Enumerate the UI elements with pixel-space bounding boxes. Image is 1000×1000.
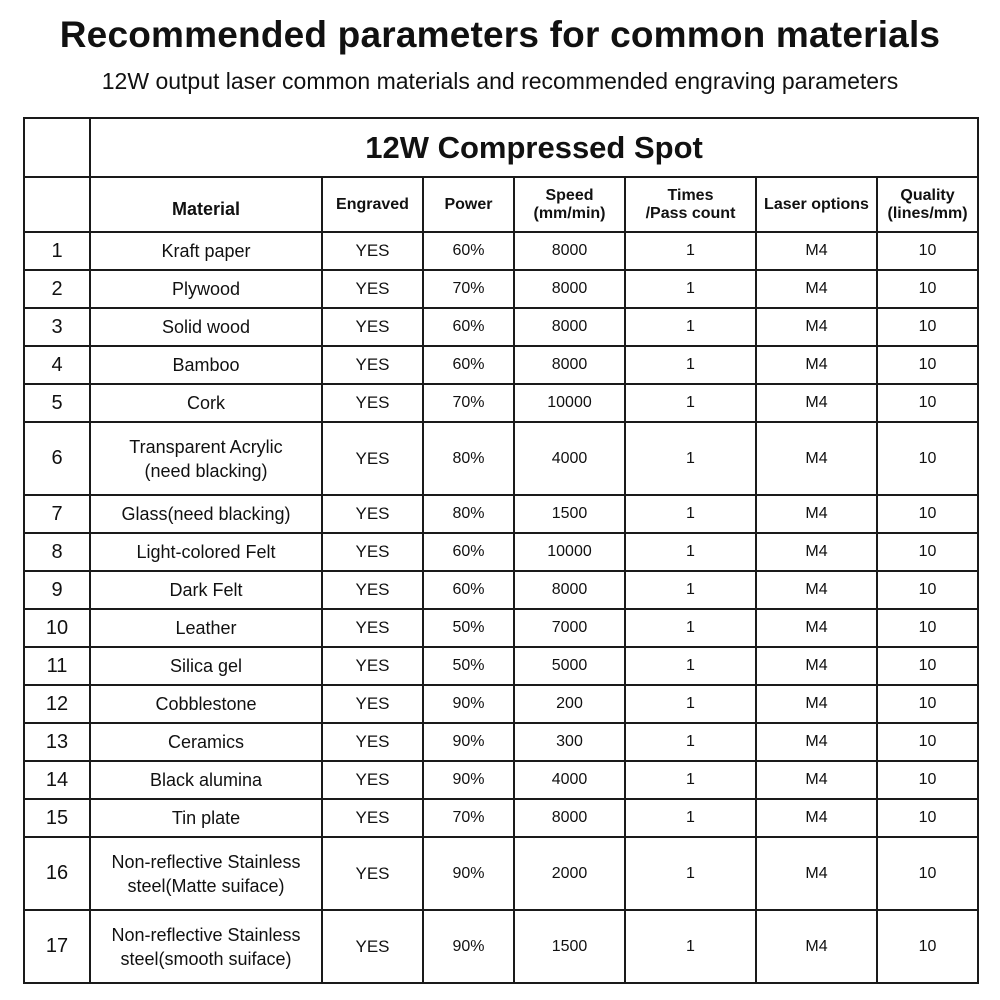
laser-option-cell: M4 xyxy=(756,232,877,270)
engraved-cell: YES xyxy=(322,837,423,910)
material-line2: (need blacking) xyxy=(144,460,268,481)
table-row xyxy=(24,910,978,983)
engraved-cell: YES xyxy=(322,647,423,685)
column-header-row xyxy=(24,177,978,232)
laser-header: Laser options xyxy=(756,177,877,232)
times-cell: 1 xyxy=(625,761,756,799)
material-line1: Non-reflective Stainless xyxy=(111,851,301,872)
quality-cell: 10 xyxy=(877,384,978,422)
power-cell: 60% xyxy=(423,346,514,384)
engraved-cell: YES xyxy=(322,799,423,837)
material-cell: Silica gel xyxy=(90,647,322,685)
material-cell: Cork xyxy=(90,384,322,422)
power-cell: 80% xyxy=(423,495,514,533)
material-cell: Kraft paper xyxy=(90,232,322,270)
times-cell: 1 xyxy=(625,270,756,308)
material-line2: steel(smooth suiface) xyxy=(120,948,292,969)
times-cell: 1 xyxy=(625,837,756,910)
times-header-line1: Times xyxy=(667,186,714,204)
laser-option-cell: M4 xyxy=(756,422,877,495)
table-title-row xyxy=(24,118,978,177)
row-index: 16 xyxy=(24,837,90,910)
power-cell: 90% xyxy=(423,910,514,983)
power-cell: 60% xyxy=(423,533,514,571)
table-row xyxy=(24,308,978,346)
laser-option-cell: M4 xyxy=(756,495,877,533)
corner-cell xyxy=(24,118,90,177)
quality-cell: 10 xyxy=(877,799,978,837)
quality-cell: 10 xyxy=(877,761,978,799)
speed-cell: 8000 xyxy=(514,308,625,346)
laser-option-cell: M4 xyxy=(756,799,877,837)
speed-cell: 300 xyxy=(514,723,625,761)
times-cell: 1 xyxy=(625,609,756,647)
quality-header-line1: Quality xyxy=(900,186,955,204)
laser-option-cell: M4 xyxy=(756,837,877,910)
material-cell: Black alumina xyxy=(90,761,322,799)
times-cell: 1 xyxy=(625,533,756,571)
speed-header-line2: (mm/min) xyxy=(533,204,606,222)
speed-cell: 8000 xyxy=(514,571,625,609)
table-row xyxy=(24,685,978,723)
engraved-cell: YES xyxy=(322,723,423,761)
speed-cell: 1500 xyxy=(514,495,625,533)
table-row xyxy=(24,647,978,685)
speed-cell: 10000 xyxy=(514,384,625,422)
engraved-cell: YES xyxy=(322,308,423,346)
laser-option-cell: M4 xyxy=(756,308,877,346)
table-heading: 12W Compressed Spot xyxy=(90,118,978,177)
quality-cell: 10 xyxy=(877,837,978,910)
engraved-cell: YES xyxy=(322,571,423,609)
quality-cell: 10 xyxy=(877,533,978,571)
laser-option-cell: M4 xyxy=(756,533,877,571)
row-index: 7 xyxy=(24,495,90,533)
speed-cell: 7000 xyxy=(514,609,625,647)
quality-cell: 10 xyxy=(877,270,978,308)
speed-cell: 8000 xyxy=(514,270,625,308)
times-header xyxy=(625,177,756,232)
row-index: 3 xyxy=(24,308,90,346)
quality-cell: 10 xyxy=(877,609,978,647)
material-cell: Plywood xyxy=(90,270,322,308)
material-cell xyxy=(90,837,322,910)
material-cell: Solid wood xyxy=(90,308,322,346)
row-index: 9 xyxy=(24,571,90,609)
table-row xyxy=(24,232,978,270)
speed-cell: 2000 xyxy=(514,837,625,910)
laser-option-cell: M4 xyxy=(756,609,877,647)
times-cell: 1 xyxy=(625,422,756,495)
quality-cell: 10 xyxy=(877,571,978,609)
speed-cell: 1500 xyxy=(514,910,625,983)
row-index: 1 xyxy=(24,232,90,270)
material-cell: Bamboo xyxy=(90,346,322,384)
row-index: 2 xyxy=(24,270,90,308)
laser-option-cell: M4 xyxy=(756,346,877,384)
engraved-cell: YES xyxy=(322,495,423,533)
quality-cell: 10 xyxy=(877,495,978,533)
times-header-line2: /Pass count xyxy=(645,204,736,222)
laser-option-cell: M4 xyxy=(756,270,877,308)
speed-cell: 4000 xyxy=(514,422,625,495)
material-cell: Light-colored Felt xyxy=(90,533,322,571)
row-index: 8 xyxy=(24,533,90,571)
material-cell: Ceramics xyxy=(90,723,322,761)
material-cell: Glass(need blacking) xyxy=(90,495,322,533)
laser-option-cell: M4 xyxy=(756,761,877,799)
material-line1: Transparent Acrylic xyxy=(129,436,283,457)
table-row xyxy=(24,609,978,647)
power-cell: 80% xyxy=(423,422,514,495)
engraved-cell: YES xyxy=(322,609,423,647)
page-subtitle: 12W output laser common materials and recommended engraving parameters xyxy=(101,68,899,94)
material-cell: Tin plate xyxy=(90,799,322,837)
row-index: 12 xyxy=(24,685,90,723)
table-row xyxy=(24,723,978,761)
engraved-header: Engraved xyxy=(322,177,423,232)
table-row xyxy=(24,384,978,422)
engraved-cell: YES xyxy=(322,761,423,799)
engraved-cell: YES xyxy=(322,685,423,723)
power-cell: 70% xyxy=(423,799,514,837)
speed-cell: 8000 xyxy=(514,346,625,384)
row-index: 15 xyxy=(24,799,90,837)
times-cell: 1 xyxy=(625,495,756,533)
parameters-table xyxy=(23,117,979,984)
laser-option-cell: M4 xyxy=(756,685,877,723)
table-row xyxy=(24,422,978,495)
speed-header-line1: Speed xyxy=(545,186,594,204)
quality-cell: 10 xyxy=(877,232,978,270)
material-cell xyxy=(90,422,322,495)
speed-cell: 10000 xyxy=(514,533,625,571)
power-cell: 70% xyxy=(423,384,514,422)
material-line2: steel(Matte suiface) xyxy=(127,875,285,896)
power-cell: 60% xyxy=(423,232,514,270)
engraved-cell: YES xyxy=(322,910,423,983)
table-row xyxy=(24,571,978,609)
material-cell: Leather xyxy=(90,609,322,647)
speed-cell: 8000 xyxy=(514,232,625,270)
times-cell: 1 xyxy=(625,384,756,422)
engraved-cell: YES xyxy=(322,346,423,384)
material-cell: Cobblestone xyxy=(90,685,322,723)
times-cell: 1 xyxy=(625,308,756,346)
power-cell: 90% xyxy=(423,685,514,723)
quality-cell: 10 xyxy=(877,308,978,346)
material-header: Material xyxy=(90,177,322,232)
laser-option-cell: M4 xyxy=(756,571,877,609)
speed-cell: 200 xyxy=(514,685,625,723)
power-cell: 90% xyxy=(423,837,514,910)
row-index: 14 xyxy=(24,761,90,799)
row-index: 11 xyxy=(24,647,90,685)
laser-option-cell: M4 xyxy=(756,910,877,983)
table-row xyxy=(24,270,978,308)
quality-header-line2: (lines/mm) xyxy=(887,204,968,222)
power-cell: 50% xyxy=(423,647,514,685)
row-index: 4 xyxy=(24,346,90,384)
index-header xyxy=(24,177,90,232)
table-row xyxy=(24,799,978,837)
speed-cell: 8000 xyxy=(514,799,625,837)
material-cell xyxy=(90,910,322,983)
times-cell: 1 xyxy=(625,647,756,685)
material-line1: Non-reflective Stainless xyxy=(111,924,301,945)
row-index: 5 xyxy=(24,384,90,422)
times-cell: 1 xyxy=(625,232,756,270)
power-cell: 90% xyxy=(423,723,514,761)
table-row xyxy=(24,761,978,799)
quality-cell: 10 xyxy=(877,723,978,761)
power-cell: 90% xyxy=(423,761,514,799)
times-cell: 1 xyxy=(625,723,756,761)
quality-header xyxy=(877,177,978,232)
quality-cell: 10 xyxy=(877,910,978,983)
table-row xyxy=(24,495,978,533)
speed-cell: 5000 xyxy=(514,647,625,685)
engraved-cell: YES xyxy=(322,232,423,270)
row-index: 13 xyxy=(24,723,90,761)
quality-cell: 10 xyxy=(877,346,978,384)
power-cell: 60% xyxy=(423,571,514,609)
laser-option-cell: M4 xyxy=(756,723,877,761)
quality-cell: 10 xyxy=(877,422,978,495)
times-cell: 1 xyxy=(625,910,756,983)
row-index: 17 xyxy=(24,910,90,983)
quality-cell: 10 xyxy=(877,647,978,685)
times-cell: 1 xyxy=(625,685,756,723)
times-cell: 1 xyxy=(625,346,756,384)
power-cell: 50% xyxy=(423,609,514,647)
speed-header xyxy=(514,177,625,232)
table-row xyxy=(24,533,978,571)
row-index: 6 xyxy=(24,422,90,495)
laser-option-cell: M4 xyxy=(756,647,877,685)
power-header: Power xyxy=(423,177,514,232)
page-title: Recommended parameters for common materials xyxy=(59,14,941,55)
engraved-cell: YES xyxy=(322,422,423,495)
engraved-cell: YES xyxy=(322,270,423,308)
table-row xyxy=(24,346,978,384)
engraved-cell: YES xyxy=(322,533,423,571)
times-cell: 1 xyxy=(625,799,756,837)
quality-cell: 10 xyxy=(877,685,978,723)
material-cell: Dark Felt xyxy=(90,571,322,609)
engraved-cell: YES xyxy=(322,384,423,422)
speed-cell: 4000 xyxy=(514,761,625,799)
times-cell: 1 xyxy=(625,571,756,609)
power-cell: 70% xyxy=(423,270,514,308)
laser-option-cell: M4 xyxy=(756,384,877,422)
row-index: 10 xyxy=(24,609,90,647)
power-cell: 60% xyxy=(423,308,514,346)
table-row xyxy=(24,837,978,910)
